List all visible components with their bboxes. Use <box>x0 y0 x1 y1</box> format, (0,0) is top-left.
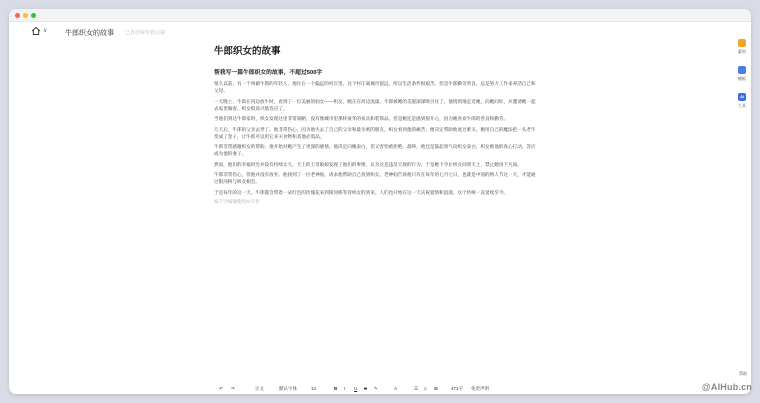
paragraph[interactable]: 牛郎非常伤心，但他并没有放弃。他找到了一位老神仙，请求他帮助自己找到织女。老神仙告诉他只有在每年的七月七日，也就是中国的情人节这一天，才能通过银河桥与织女相会。 <box>214 172 536 185</box>
page-title[interactable]: 牛郎织女的故事 <box>214 46 281 57</box>
chevron-down-icon[interactable]: ∨ <box>43 28 48 34</box>
document-title[interactable]: 牛郎织女的故事 <box>65 30 114 37</box>
minimize-window-button[interactable] <box>23 13 28 18</box>
close-window-button[interactable] <box>15 13 20 18</box>
folder-icon <box>738 39 746 47</box>
paragraph[interactable]: 当他们到达牛郎家时，织女发现这里非常简陋，没有像城市里那样豪华的家具和装饰品。但是她还是感到很开心，因为她喜欢牛郎的善良和勤劳。 <box>214 116 509 122</box>
disclaimer-link[interactable]: 免责声明 <box>471 386 489 391</box>
undo-icon[interactable]: ↶ <box>219 386 223 391</box>
ai-prompt[interactable]: 帮我写一篇牛郎织女的故事，不超过500字 <box>214 70 323 76</box>
paragraph[interactable]: 牛郎非常感激织女的帮助，他开始对她产生了更深的感情。他决定向她表白，但又害怕被拒绝。最终，他还是鼓起勇气向织女表白。织女被他的真心打动，答应成为他的妻子。 <box>214 144 536 157</box>
help-label: 帮助 <box>739 371 747 376</box>
editor-content[interactable] <box>214 43 539 205</box>
document-header <box>9 23 751 41</box>
sidebar-item-templates[interactable] <box>735 66 749 88</box>
underline-button[interactable]: U <box>354 386 358 391</box>
italic-button[interactable]: I <box>344 386 346 391</box>
paragraph[interactable]: 很久以前，有一个叫做牛郎的年轻人，他住在一个偏远的村庄里。这个村庄离城市很远，所以生活条件很艰苦。但是牛郎勤劳善良，总是努力工作来养活自己和父母。 <box>214 81 536 94</box>
sidebar-item-label: 工具 <box>738 103 746 108</box>
paragraph[interactable]: 然而，他们的幸福时光并没有持续太久。天上的王母娘娘发现了他们的事情，认为这是违反天规的行为。于是她下令让织女回到天上，禁止她再下凡间。 <box>214 161 522 167</box>
home-icon[interactable] <box>31 26 41 36</box>
align-icon[interactable]: ≡ <box>424 386 427 391</box>
title-bar <box>9 9 751 22</box>
font-size-select[interactable]: 14 <box>311 386 317 391</box>
strikethrough-button[interactable]: S <box>364 386 368 391</box>
redo-icon[interactable]: ↷ <box>231 386 235 391</box>
ai-tools-icon: AI <box>740 94 744 99</box>
paragraph[interactable]: 于是每年的这一天，牛郎都会带着一朵红色的玫瑰花来到银河桥等待织女的到来。人们也开始在这一天庆祝爱情和浪漫，这个传统一直延续至今。 <box>214 189 509 195</box>
save-status: 已自动保存到云端 <box>125 30 166 36</box>
text-color-icon[interactable]: A <box>394 386 398 391</box>
paragraph-style-select[interactable]: 正文 <box>255 386 264 391</box>
word-count: 471字 <box>451 386 464 391</box>
template-icon <box>738 66 746 74</box>
sidebar-item-materials[interactable] <box>735 39 749 61</box>
sidebar-item-label: 素材 <box>738 49 746 54</box>
right-sidebar <box>735 39 749 120</box>
watermark: @AIHub.cn <box>701 382 752 392</box>
app-window <box>9 9 751 394</box>
paragraph[interactable]: 几天后，牛郎的父亲去世了。他非常伤心，因为他失去了自己的父亲和最亲密的朋友。织女看到他的痛苦，便决定帮助他度过难关。她用自己的魔法把一头老牛变成了金子，让牛郎可以用它来买食物和其他必需品。 <box>214 126 536 139</box>
link-icon[interactable]: ⊞ <box>434 386 438 391</box>
paragraph[interactable]: 一天晚上，牛郎在河边放牛时，看到了一位美丽的仙女——织女。她正在河边洗澡，牛郎被她的美貌深深吸引住了。他悄悄地走近她，向她问好，并邀请她一起去家里做客。织女很高兴地答应了。 <box>214 98 536 111</box>
maximize-window-button[interactable] <box>31 13 36 18</box>
highlight-icon[interactable]: ✎ <box>374 386 378 391</box>
ai-writing-hint: 按下空格键使用AI写作 <box>214 199 260 205</box>
font-family-select[interactable]: 默认字体 <box>279 386 297 391</box>
sidebar-item-tools[interactable] <box>735 93 749 115</box>
format-toolbar <box>219 385 529 394</box>
sidebar-item-label: 模板 <box>738 76 746 81</box>
list-icon[interactable]: ☰ <box>414 386 419 391</box>
bold-button[interactable]: B <box>334 386 338 391</box>
